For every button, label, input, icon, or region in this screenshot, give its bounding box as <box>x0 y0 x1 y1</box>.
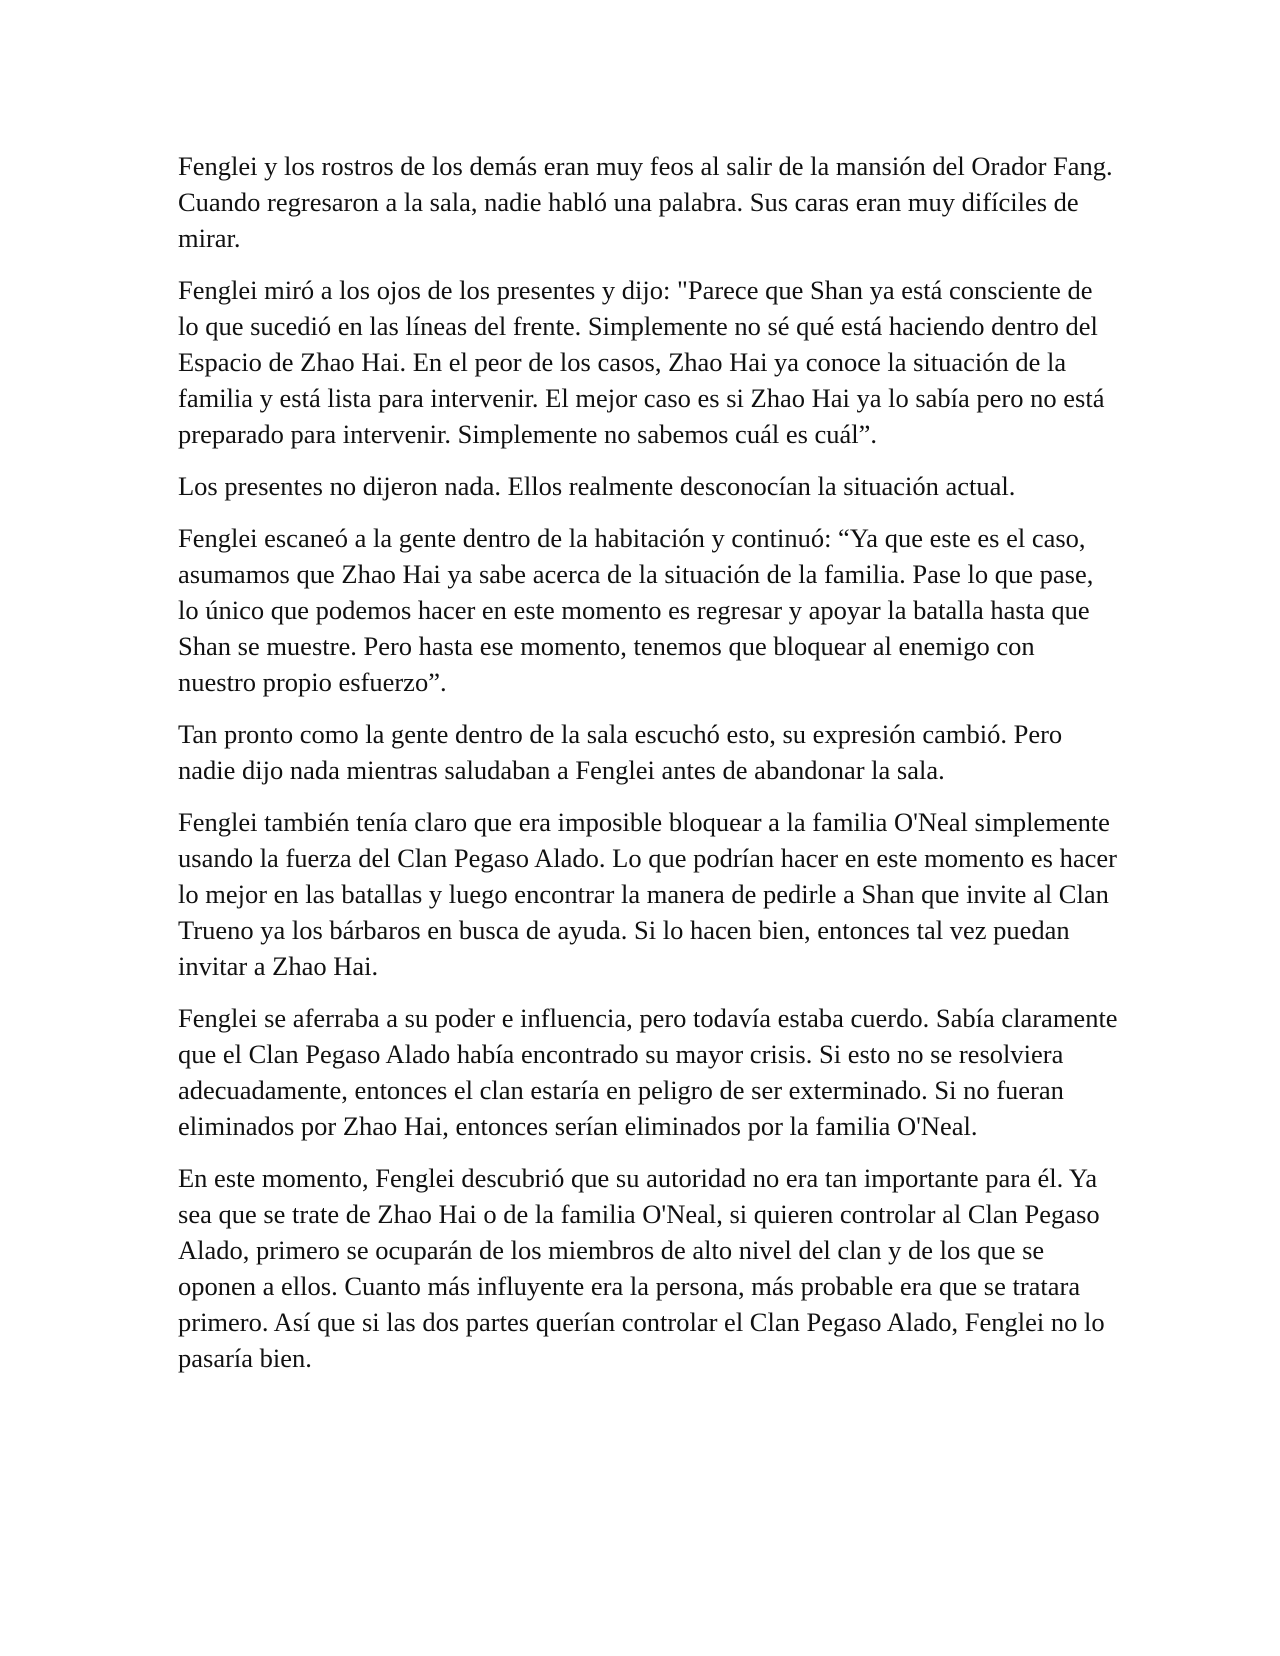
paragraph: Fenglei y los rostros de los demás eran muy feos al salir de la mansión del Orador Fang. Cuando regresaron a la sala, nadie habló una palabra. Sus caras eran muy difíciles de mirar. <box>178 151 1113 253</box>
paragraph: Fenglei miró a los ojos de los presentes y dijo: "Parece que Shan ya está consciente de lo que sucedió en las líneas del frente. Simplemente no sé qué está haciendo dentro del Espacio de Zhao Hai. En el peor de los casos, Zhao Hai ya conoce la situación de la familia y está lista para intervenir. El mejor caso es si Zhao Hai ya lo sabía pero no está preparado para intervenir. Simplemente no sabemos cuál es cuál”. <box>178 275 1105 449</box>
paragraph: En este momento, Fenglei descubrió que su autoridad no era tan importante para él. Ya sea que se trate de Zhao Hai o de la familia O'Neal, si quieren controlar al Clan Pegaso Alado, primero se ocuparán de los miembros de alto nivel del clan y de los que se oponen a ellos. Cuanto más influyente era la persona, más probable era que se tratara primero. Así que si las dos partes querían controlar el Clan Pegaso Alado, Fenglei no lo pasaría bien. <box>178 1163 1105 1373</box>
document-body <box>178 148 1118 1392</box>
paragraph: Fenglei se aferraba a su poder e influencia, pero todavía estaba cuerdo. Sabía claramente que el Clan Pegaso Alado había encontrado su mayor crisis. Si esto no se resolviera adecuadamente, entonces el clan estaría en peligro de ser exterminado. Si no fueran eliminados por Zhao Hai, entonces serían eliminados por la familia O'Neal. <box>178 1003 1118 1141</box>
paragraph: Tan pronto como la gente dentro de la sala escuchó esto, su expresión cambió. Pero nadie dijo nada mientras saludaban a Fenglei antes de abandonar la sala. <box>178 719 1063 785</box>
paragraph: Los presentes no dijeron nada. Ellos realmente desconocían la situación actual. <box>178 471 1016 501</box>
paragraph: Fenglei escaneó a la gente dentro de la habitación y continuó: “Ya que este es el caso, asumamos que Zhao Hai ya sabe acerca de la situación de la familia. Pase lo que pase, lo único que podemos hacer en este momento es regresar y apoyar la batalla hasta que Shan se muestre. Pero hasta ese momento, tenemos que bloquear al enemigo con nuestro propio esfuerzo”. <box>178 523 1094 697</box>
paragraph: Fenglei también tenía claro que era imposible bloquear a la familia O'Neal simplemente usando la fuerza del Clan Pegaso Alado. Lo que podrían hacer en este momento es hacer lo mejor en las batallas y luego encontrar la manera de pedirle a Shan que invite al Clan Trueno ya los bárbaros en busca de ayuda. Si lo hacen bien, entonces tal vez puedan invitar a Zhao Hai. <box>178 807 1117 981</box>
